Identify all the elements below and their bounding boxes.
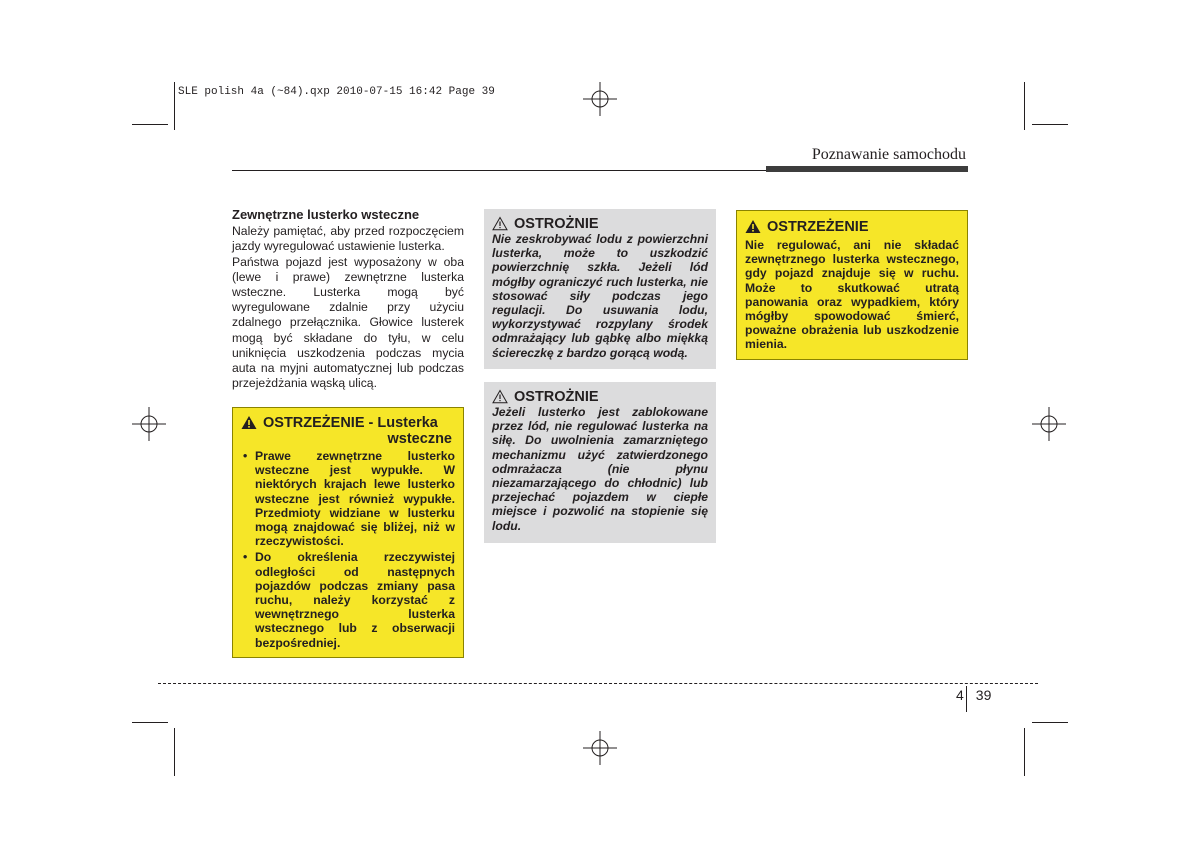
caution-title [492, 216, 708, 232]
paragraph: Państwa pojazd jest wyposażony w oba (lewe i prawe) zewnętrzne lusterka wsteczne. Lusterka mogą być wyregulowane zdalnie przy użyciu zdalnego przełącznika. Głowice lusterek mogą być składane do tyłu, w celu uniknięcia uszkodzenia podczas mycia auta na myjni automatycznej lub podczas przejeżdżania wąską ulicą. [232, 254, 464, 391]
warning-title-line1: OSTRZEŻENIE - Lusterka [263, 415, 438, 431]
crop-mark [132, 124, 168, 125]
bullet-text: Prawe zewnętrzne lusterko wsteczne jest wypukłe. W niektórych krajach lewe lusterko wsteczne jest również wypukłe. Przedmioty widziane w lusterku mogą znajdować się bliżej, niż w rzeczywistości. [255, 449, 455, 549]
registration-mark-icon [132, 407, 166, 441]
page-number-value: 39 [975, 687, 992, 703]
header-bar [766, 166, 968, 172]
crop-mark [1024, 82, 1025, 130]
chapter-number: 4 [956, 687, 964, 703]
caution-triangle-icon [492, 216, 508, 231]
paragraph: Należy pamiętać, aby przed rozpoczęciem jazdy wyregulować ustawienie lusterka. [232, 224, 464, 254]
bullet-text: Do określenia rzeczywistej odległości od następnych pojazdów podczas zmiany pasa ruchu, należy korzystać z wewnętrznego lusterka wstecznego lub z obserwacji bezpośredniej. [255, 550, 455, 650]
warning-box-mirrors [232, 407, 464, 658]
registration-mark-icon [1032, 407, 1066, 441]
crop-mark [1032, 722, 1068, 723]
print-slug: SLE polish 4a (~84).qxp 2010-07-15 16:42 Page 39 [178, 86, 495, 98]
footer-rule [158, 683, 1038, 684]
mirror-section [232, 207, 464, 391]
warning-body: Nie regulować, ani nie składać zewnętrznego lusterka wstecznego, gdy pojazd znajduje się w ruchu. Może to skutkować utratą panowania oraz wypadkiem, który mógłby spowodować śmierć, poważne obrażenia lub uszkodzenie mienia. [745, 238, 959, 352]
bullet: • [243, 550, 248, 565]
caution-body: Jeżeli lusterko jest zablokowane przez lód, nie regulować lusterka na siłę. Do uwolnienia zamarzniętego mechanizmu użyć zatwierdzonego odmrażacza (nie płynu niezamarzającego do chłodnic) lub przejechać pojazdem w ciepłe miejsce i pozwolić na stopienie się lodu. [492, 405, 708, 533]
caution-title-text: OSTROŻNIE [514, 389, 599, 405]
section-heading: Zewnętrzne lusterko wsteczne [232, 207, 420, 222]
registration-mark-icon [583, 82, 617, 116]
crop-mark [1024, 728, 1025, 776]
crop-mark [132, 722, 168, 723]
caution-triangle-icon [492, 389, 508, 404]
caution-title [492, 389, 708, 405]
warning-title-line2: wsteczne [387, 431, 452, 447]
crop-mark [174, 728, 175, 776]
warning-title [241, 415, 455, 431]
warning-box-driving [736, 210, 968, 360]
crop-mark [174, 82, 175, 130]
bullet: • [243, 449, 248, 463]
page-number [956, 687, 991, 703]
section-title: Poznawanie samochodu [811, 146, 966, 163]
registration-mark-icon [583, 731, 617, 765]
caution-body: Nie zeskrobywać lodu z powierzchni lusterka, może to uszkodzić powierzchnię szkła. Jeżeli lód mógłby ograniczyć ruch lusterka, nie stosować siły podczas jego regulacji. Do usuwania lodu, wykorzystywać rozpylany środek odmrażający lub gąbkę albo miękką ściereczkę z bardzo gorącą wodą. [492, 232, 708, 360]
list-item [241, 550, 455, 649]
warning-title [745, 219, 959, 235]
crop-mark [1032, 124, 1068, 125]
caution-box-frozen [484, 382, 716, 543]
list-item [241, 449, 455, 548]
warning-triangle-icon [241, 415, 257, 430]
caution-title-text: OSTROŻNIE [514, 216, 599, 232]
warning-triangle-icon [745, 219, 761, 234]
warning-title-text: OSTRZEŻENIE [767, 219, 869, 235]
warning-bullet-list [241, 449, 455, 650]
caution-box-ice [484, 209, 716, 369]
